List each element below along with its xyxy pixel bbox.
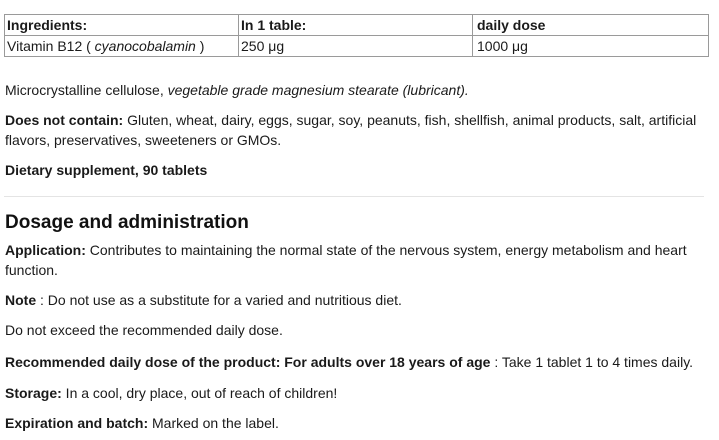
ingredient-name-plain: Vitamin B12 ( bbox=[7, 38, 95, 54]
application-label: Application: bbox=[5, 242, 86, 258]
note-label: Note bbox=[5, 292, 37, 308]
composition-plain: Microcrystalline cellulose, bbox=[5, 82, 168, 98]
do-not-exceed: Do not exceed the recommended daily dose. bbox=[5, 322, 283, 338]
ingredient-name-italic: cyanocobalamin bbox=[94, 38, 196, 54]
expiration-batch bbox=[5, 413, 279, 433]
application bbox=[5, 240, 705, 280]
expiration-text: Marked on the label. bbox=[148, 415, 279, 431]
recommended-dose-text: : Take 1 tablet 1 to 4 times daily. bbox=[490, 354, 694, 370]
header-daily-dose: daily dose bbox=[473, 15, 709, 36]
amount-per-tablet: 250 μg bbox=[239, 36, 473, 57]
table-header-row bbox=[5, 15, 709, 36]
dietary-supplement: Dietary supplement, 90 tablets bbox=[5, 162, 208, 178]
note-text: : Do not use as a substitute for a varied and nutritious diet. bbox=[36, 292, 402, 308]
does-not-contain-label: Does not contain: bbox=[5, 112, 124, 128]
table-row bbox=[5, 36, 709, 57]
section-divider bbox=[4, 196, 704, 197]
ingredient-name-close: ) bbox=[195, 38, 205, 54]
storage bbox=[5, 383, 337, 403]
expiration-label: Expiration and batch: bbox=[5, 415, 149, 431]
storage-label: Storage: bbox=[5, 385, 62, 401]
ingredients-table bbox=[4, 14, 709, 57]
amount-daily: 1000 μg bbox=[473, 36, 709, 57]
note bbox=[5, 290, 402, 310]
recommended-dose-label: Recommended daily dose of the product: For adults over 18 years of age bbox=[5, 354, 491, 370]
product-info bbox=[4, 14, 704, 431]
does-not-contain-text: Gluten, wheat, dairy, eggs, sugar, soy, peanuts, fish, shellfish, animal products, salt, artificial flavors, preservatives, sweeteners or GMOs. bbox=[5, 112, 697, 148]
ingredient-name bbox=[5, 36, 239, 57]
composition-text bbox=[5, 80, 469, 100]
header-ingredients: Ingredients: bbox=[5, 15, 239, 36]
storage-text: In a cool, dry place, out of reach of children! bbox=[61, 385, 338, 401]
recommended-dose bbox=[5, 352, 693, 372]
does-not-contain bbox=[5, 110, 705, 150]
header-per-tablet: In 1 table: bbox=[239, 15, 473, 36]
dosage-heading: Dosage and administration bbox=[5, 212, 249, 233]
application-text: Contributes to maintaining the normal state of the nervous system, energy metabolism and heart function. bbox=[5, 242, 687, 278]
composition-italic: vegetable grade magnesium stearate (lubricant). bbox=[167, 82, 469, 98]
